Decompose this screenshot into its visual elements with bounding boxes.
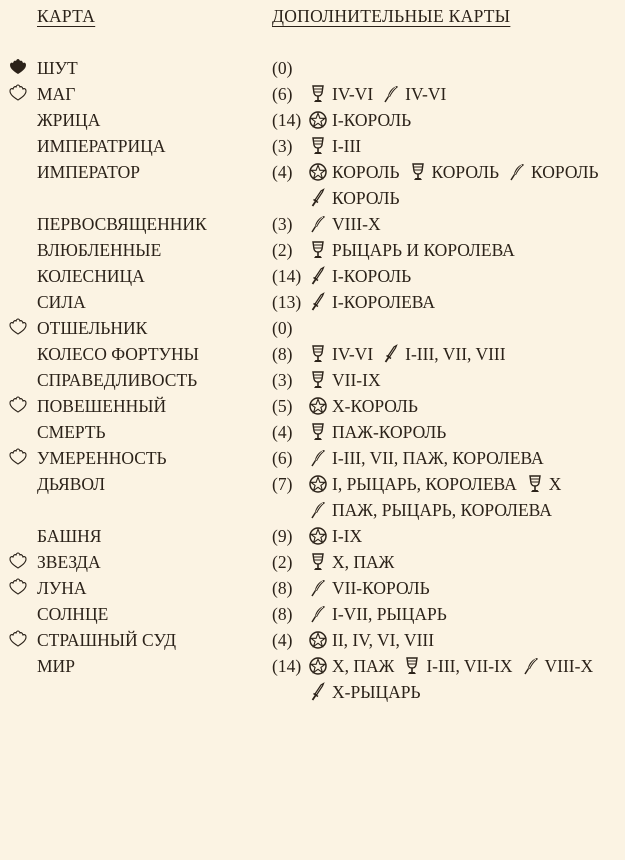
extra-card-entry <box>381 341 505 367</box>
extra-card-list-continued <box>308 185 408 211</box>
extra-card-count: (5) <box>272 396 293 416</box>
extra-card-entry <box>308 393 418 419</box>
card-name: ЗВЕЗДА <box>37 552 101 572</box>
extra-card-range: I-КОРОЛЬ <box>332 110 412 130</box>
extra-card-list <box>308 627 442 653</box>
extra-card-count: (14) <box>272 266 302 286</box>
extra-card-range: РЫЦАРЬ И КОРОЛЕВА <box>332 240 515 260</box>
extra-card-list <box>308 471 569 497</box>
header-extra-cards: ДОПОЛНИТЕЛЬНЫЕ КАРТЫ <box>272 6 511 26</box>
extra-card-list <box>308 653 601 679</box>
extra-card-count: (4) <box>272 630 293 650</box>
extra-card-list <box>308 445 552 471</box>
extra-card-count: (3) <box>272 370 293 390</box>
sword-icon <box>308 682 328 702</box>
card-row <box>0 263 625 289</box>
extra-card-range: I-IX <box>332 526 363 546</box>
extra-card-range: VIII-X <box>544 656 594 676</box>
extra-card-count: (8) <box>272 578 293 598</box>
pentacle-icon <box>308 396 328 416</box>
card-name: ОТШЕЛЬНИК <box>37 318 148 338</box>
extra-card-entry <box>308 653 394 679</box>
extra-card-range: VII-КОРОЛЬ <box>332 578 430 598</box>
extra-card-entry <box>308 289 435 315</box>
extra-card-list <box>308 107 419 133</box>
card-row <box>0 55 625 81</box>
extra-card-entry <box>402 653 512 679</box>
extra-card-count: (4) <box>272 162 293 182</box>
card-name: СМЕРТЬ <box>37 422 106 442</box>
outline-flower-icon <box>8 447 28 467</box>
extra-card-entry <box>308 575 430 601</box>
extra-card-range: I-III, VII-IX <box>426 656 513 676</box>
outline-flower-icon <box>8 577 28 597</box>
extra-card-count: (0) <box>272 318 293 338</box>
extra-card-range: VIII-X <box>332 214 381 234</box>
card-row <box>0 133 625 159</box>
extra-card-list <box>308 81 454 107</box>
extra-card-entry <box>308 445 544 471</box>
extra-card-range: X, ПАЖ <box>332 552 395 572</box>
cup-icon <box>308 240 328 260</box>
extra-card-entry <box>408 159 500 185</box>
extra-card-list <box>308 367 389 393</box>
card-row <box>0 107 625 133</box>
extra-card-entry <box>308 81 373 107</box>
outline-flower-icon <box>8 551 28 571</box>
cup-icon <box>308 422 328 442</box>
card-name: УМЕРЕННОСТЬ <box>37 448 167 468</box>
extra-card-range: IV-VI <box>405 84 447 104</box>
card-row <box>0 341 625 367</box>
wand-icon <box>308 448 328 468</box>
extra-card-entry <box>381 81 446 107</box>
card-name: БАШНЯ <box>37 526 102 546</box>
extra-card-list <box>308 601 455 627</box>
extra-card-count: (0) <box>272 58 293 78</box>
card-row <box>0 211 625 237</box>
sword-icon <box>381 344 401 364</box>
card-row <box>0 445 625 471</box>
cup-icon <box>402 656 422 676</box>
extra-card-list <box>308 575 438 601</box>
cup-icon <box>308 136 328 156</box>
card-name: СПРАВЕДЛИВОСТЬ <box>37 370 198 390</box>
wand-icon <box>381 84 401 104</box>
card-name: ПЕРВОСВЯЩЕННИК <box>37 214 207 234</box>
wand-icon <box>521 656 541 676</box>
card-name: ЖРИЦА <box>37 110 101 130</box>
extra-card-range: X-КОРОЛЬ <box>332 396 418 416</box>
card-row <box>0 627 625 653</box>
card-row <box>0 159 625 211</box>
wand-icon <box>308 604 328 624</box>
extra-card-entry <box>308 107 411 133</box>
extra-card-list <box>308 237 523 263</box>
pentacle-icon <box>308 474 328 494</box>
extra-card-list-continued <box>308 497 560 523</box>
card-row <box>0 653 625 705</box>
outline-flower-icon <box>8 83 28 103</box>
extra-card-count: (3) <box>272 136 293 156</box>
cup-icon <box>308 552 328 572</box>
outline-flower-icon <box>8 629 28 649</box>
extra-card-entry <box>507 159 599 185</box>
extra-card-entry <box>308 341 373 367</box>
cup-icon <box>308 370 328 390</box>
extra-card-range: II, IV, VI, VIII <box>332 630 435 650</box>
extra-card-count: (3) <box>272 214 293 234</box>
card-row <box>0 419 625 445</box>
extra-card-entry <box>308 367 381 393</box>
card-row <box>0 81 625 107</box>
header-card: КАРТА <box>37 6 96 26</box>
sword-icon <box>308 188 328 208</box>
cup-icon <box>308 84 328 104</box>
card-name: МАГ <box>37 84 76 104</box>
extra-card-range: I-КОРОЛЬ <box>332 266 412 286</box>
pentacle-icon <box>308 656 328 676</box>
extra-card-range: I-III <box>332 136 362 156</box>
card-name: МИР <box>37 656 75 676</box>
extra-card-range: I-VII, РЫЦАРЬ <box>332 604 447 624</box>
pentacle-icon <box>308 526 328 546</box>
extra-card-entry <box>308 237 515 263</box>
extra-card-entry <box>308 133 361 159</box>
card-row <box>0 601 625 627</box>
extra-card-entry <box>308 263 411 289</box>
wand-icon <box>308 500 328 520</box>
cup-icon <box>408 162 428 182</box>
card-name: СТРАШНЫЙ СУД <box>37 630 177 650</box>
extra-card-list <box>308 523 370 549</box>
extra-card-range: КОРОЛЬ <box>531 162 599 182</box>
sword-icon <box>308 266 328 286</box>
card-row <box>0 575 625 601</box>
extra-card-range: КОРОЛЬ <box>332 188 400 208</box>
extra-card-range: I-КОРОЛЕВА <box>332 292 436 312</box>
extra-card-list <box>308 341 514 367</box>
filled-flower-icon <box>8 57 28 77</box>
extra-card-entry <box>308 185 400 211</box>
card-name: СИЛА <box>37 292 86 312</box>
extra-card-count: (7) <box>272 474 293 494</box>
outline-flower-icon <box>8 395 28 415</box>
extra-card-list <box>308 133 369 159</box>
extra-card-list <box>308 419 454 445</box>
extra-card-count: (6) <box>272 448 293 468</box>
card-row <box>0 289 625 315</box>
extra-card-count: (14) <box>272 110 302 130</box>
extra-card-range: IV-VI <box>332 84 374 104</box>
extra-card-range: X-РЫЦАРЬ <box>332 682 421 702</box>
extra-card-count: (8) <box>272 604 293 624</box>
wand-icon <box>308 578 328 598</box>
card-name: КОЛЕСО ФОРТУНЫ <box>37 344 199 364</box>
wand-icon <box>308 214 328 234</box>
extra-card-range: ПАЖ, РЫЦАРЬ, КОРОЛЕВА <box>332 500 552 520</box>
card-name: ВЛЮБЛЕННЫЕ <box>37 240 162 260</box>
extra-card-range: ПАЖ-КОРОЛЬ <box>332 422 447 442</box>
extra-card-list-continued <box>308 679 429 705</box>
extra-card-count: (4) <box>272 422 293 442</box>
extra-card-entry <box>308 211 381 237</box>
card-name: ПОВЕШЕННЫЙ <box>37 396 167 416</box>
extra-card-count: (2) <box>272 552 293 572</box>
extra-card-entry <box>308 419 446 445</box>
extra-card-range: КОРОЛЬ <box>332 162 400 182</box>
extra-card-count: (2) <box>272 240 293 260</box>
extra-card-range: IV-VI <box>332 344 374 364</box>
extra-card-range: I-III, VII, ПАЖ, КОРОЛЕВА <box>332 448 544 468</box>
pentacle-icon <box>308 630 328 650</box>
card-name: КОЛЕСНИЦА <box>37 266 145 286</box>
extra-card-range: КОРОЛЬ <box>431 162 500 182</box>
extra-card-range: I-III, VII, VIII <box>405 344 506 364</box>
wand-icon <box>507 162 527 182</box>
extra-card-entry <box>308 471 517 497</box>
card-row <box>0 237 625 263</box>
card-name: ИМПЕРАТОР <box>37 162 140 182</box>
extra-card-entry <box>308 627 434 653</box>
extra-card-list <box>308 211 389 237</box>
extra-card-entry <box>521 653 594 679</box>
extra-card-list <box>308 549 402 575</box>
card-row <box>0 471 625 523</box>
extra-card-list <box>308 289 443 315</box>
extra-card-count: (14) <box>272 656 302 676</box>
card-row <box>0 393 625 419</box>
sword-icon <box>308 292 328 312</box>
cup-icon <box>525 474 545 494</box>
extra-card-entry <box>308 497 552 523</box>
pentacle-icon <box>308 110 328 130</box>
extra-card-range: VII-IX <box>332 370 381 390</box>
card-row <box>0 549 625 575</box>
extra-card-count: (8) <box>272 344 293 364</box>
extra-card-list <box>308 393 426 419</box>
extra-card-entry <box>308 523 362 549</box>
extra-card-count: (9) <box>272 526 293 546</box>
pentacle-icon <box>308 162 328 182</box>
extra-card-list <box>308 263 419 289</box>
card-row <box>0 315 625 341</box>
extra-card-range: X, ПАЖ <box>332 656 395 676</box>
card-name: ЛУНА <box>37 578 87 598</box>
extra-card-entry <box>308 159 400 185</box>
card-name: ШУТ <box>37 58 78 78</box>
card-name: ИМПЕРАТРИЦА <box>37 136 166 156</box>
extra-card-count: (13) <box>272 292 302 312</box>
card-name: ДЬЯВОЛ <box>37 474 106 494</box>
extra-card-entry <box>308 549 394 575</box>
extra-card-entry <box>308 601 447 627</box>
extra-card-entry <box>525 471 562 497</box>
extra-card-range: X <box>548 474 562 494</box>
card-row <box>0 367 625 393</box>
outline-flower-icon <box>8 317 28 337</box>
extra-card-count: (6) <box>272 84 293 104</box>
extra-card-list <box>308 159 607 185</box>
extra-card-range: I, РЫЦАРЬ, КОРОЛЕВА <box>332 474 517 494</box>
card-name: СОЛНЦЕ <box>37 604 109 624</box>
cup-icon <box>308 344 328 364</box>
card-row <box>0 523 625 549</box>
extra-card-entry <box>308 679 421 705</box>
